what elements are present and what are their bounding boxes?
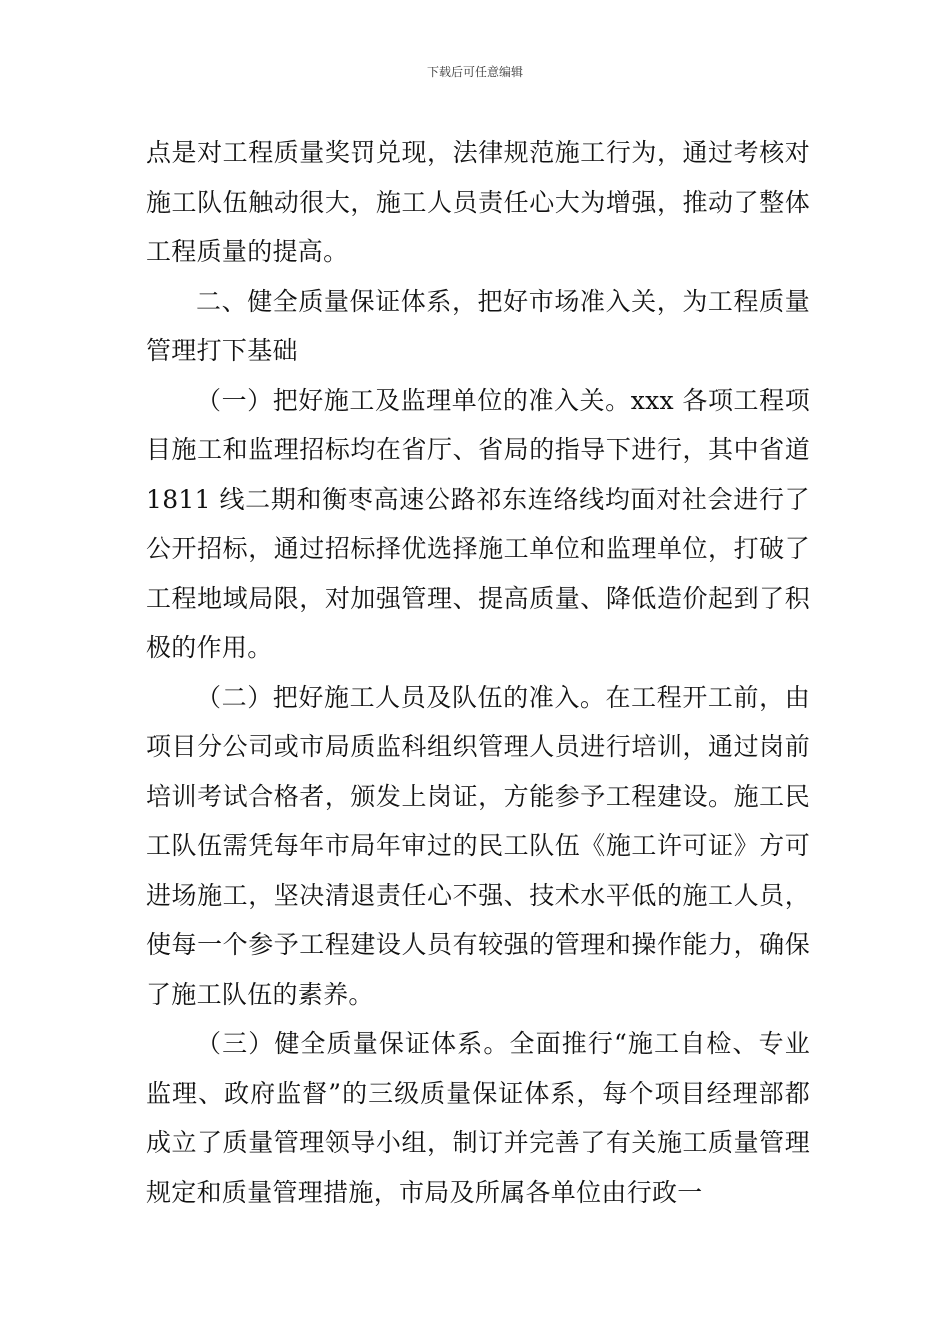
document-body (146, 128, 810, 1217)
section-heading-2: 二、健全质量保证体系，把好市场准入关，为工程质量管理打下基础 (146, 286, 810, 365)
paragraph-item-2: （二）把好施工人员及队伍的准入。在工程开工前，由项目分公司或市局质监科组织管理人员进行培训，通过岗前培训考试合格者，颁发上岗证，方能参予工程建设。施工民工队伍需凭每年市局年审过的民工队伍《施工许可证》方可进场施工，坚决清退责任心不强、技术水平低的施工人员，使每一个参予工程建设人员有较强的管理和操作能力，确保了施工队伍的素养。 (146, 682, 810, 1009)
page-header-note: 下载后可任意编辑 (426, 65, 523, 79)
paragraph-continuation: 点是对工程质量奖罚兑现，法律规范施工行为，通过考核对施工队伍触动很大，施工人员责任心大为增强，推动了整体工程质量的提高。 (146, 138, 810, 266)
paragraph-item-1: （一）把好施工及监理单位的准入关。xxx 各项工程项目施工和监理招标均在省厅、省局的指导下进行，其中省道 1811 线二期和衡枣高速公路祁东连络线均面对社会进行了公开招标，通过招标择优选择施工单位和监理单位，打破了工程地域局限，对加强管理、提高质量、降低造价起到了积极的作用。 (146, 385, 810, 662)
paragraph-item-3: （三）健全质量保证体系。全面推行“施工自检、专业监理、政府监督”的三级质量保证体系，每个项目经理部都成立了质量管理领导小组，制订并完善了有关施工质量管理规定和质量管理措施，市局及所属各单位由行政一 (146, 1029, 810, 1207)
